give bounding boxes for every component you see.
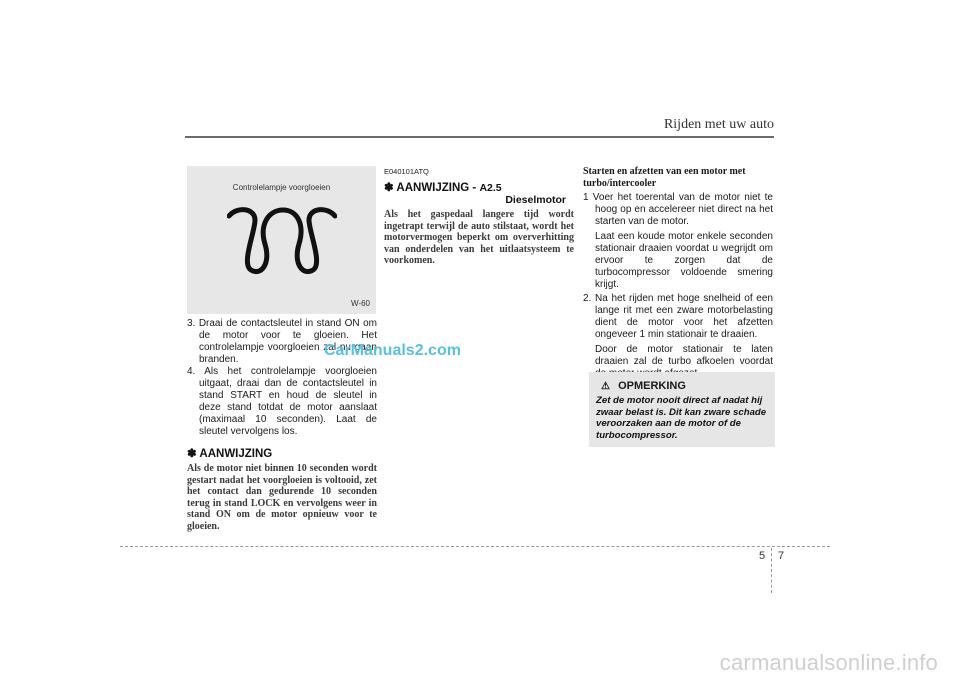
- chapter-number: 5: [759, 550, 766, 562]
- bottom-watermark: carmanualsonline.info: [719, 650, 938, 675]
- page-separator: [771, 548, 772, 593]
- section-title: Starten en afzetten van een motor met turbo/intercooler: [583, 166, 746, 189]
- figure-code: W-60: [351, 299, 370, 308]
- footer-rule: [120, 546, 830, 547]
- warning-title: ✽ AANWIJZING -: [384, 182, 477, 194]
- glow-plug-coil-icon: [227, 206, 337, 276]
- warning-subtitle-engine: A2.5: [479, 182, 502, 194]
- warning-subtitle-diesel: Dieselmotor: [505, 194, 566, 206]
- glow-indicator-figure: [187, 166, 376, 314]
- reference-code: E040101ATQ: [384, 167, 429, 176]
- warning-body: Als de motor niet binnen 10 seconden wordt gestart nadat het voorgloeien is voltooid, zet het contact dan gedurende 10 seconden terug in stand LOCK en vervolgens weer in stand ON om de motor opnieuw voor te gloeien.: [187, 463, 377, 532]
- warning-heading-diesel: [384, 182, 574, 206]
- warning-heading: ✽ AANWIJZING: [187, 448, 273, 460]
- turbo-step-2: 2. Na het rijden met hoge snelheid of een lange rit met een zware motorbelasting dient de motor voor het afzetten ongeveer 1 min stationair te draaien.: [583, 293, 773, 340]
- header-rule: [185, 136, 774, 138]
- step-4: 4. Als het controlelampje voorgloeien uitgaat, draai dan de contactsleutel in stand START en houd de sleutel in deze stand totdat de motor aanslaat (maximaal 10 seconden). Laat de sleutel vervolgens los.: [187, 366, 377, 437]
- figure-caption: Controlelampje voorgloeien: [232, 183, 331, 192]
- chapter-header: Rijden met uw auto: [663, 117, 774, 132]
- turbo-step-1-paragraph: Laat een koude motor enkele seconden stationair draaien voordat u wegrijdt om ervoor te zorgen dat de turbocompressor voldoende smering krijgt.: [595, 231, 773, 290]
- turbo-step-1: 1 Voer het toerental van de motor niet te hoog op en accelereer niet direct na het starten van de motor.: [583, 192, 773, 227]
- warning-triangle-icon: ⚠: [601, 381, 610, 392]
- column-3: [583, 166, 773, 380]
- warning-body-diesel: Als het gaspedaal langere tijd wordt ingetrapt terwijl de auto stilstaat, wordt het motorvermogen beperkt om oververhitting van onderdelen van het uitlaatsysteem te voorkomen.: [384, 209, 574, 266]
- column-2: [384, 166, 574, 267]
- turbo-step-2-paragraph: Door de motor stationair te laten draaien zal de turbo afkoelen voordat: [595, 344, 773, 367]
- note-heading: [601, 380, 686, 392]
- note-title: OPMERKING: [618, 380, 686, 392]
- step-3: 3. Draai de contactsleutel in stand ON om de motor voor te gloeien. Het controlelampje voorgloeien zal nu gaan branden.: [187, 318, 377, 365]
- watermark: CarManuals2.com: [324, 342, 461, 359]
- note-box: [589, 372, 775, 447]
- note-body: Zet de motor nooit direct af nadat hij zwaar belast is. Dit kan zware schade veroorzaken aan de motor of de turbocompressor.: [596, 395, 767, 441]
- page-number: 7: [778, 550, 785, 562]
